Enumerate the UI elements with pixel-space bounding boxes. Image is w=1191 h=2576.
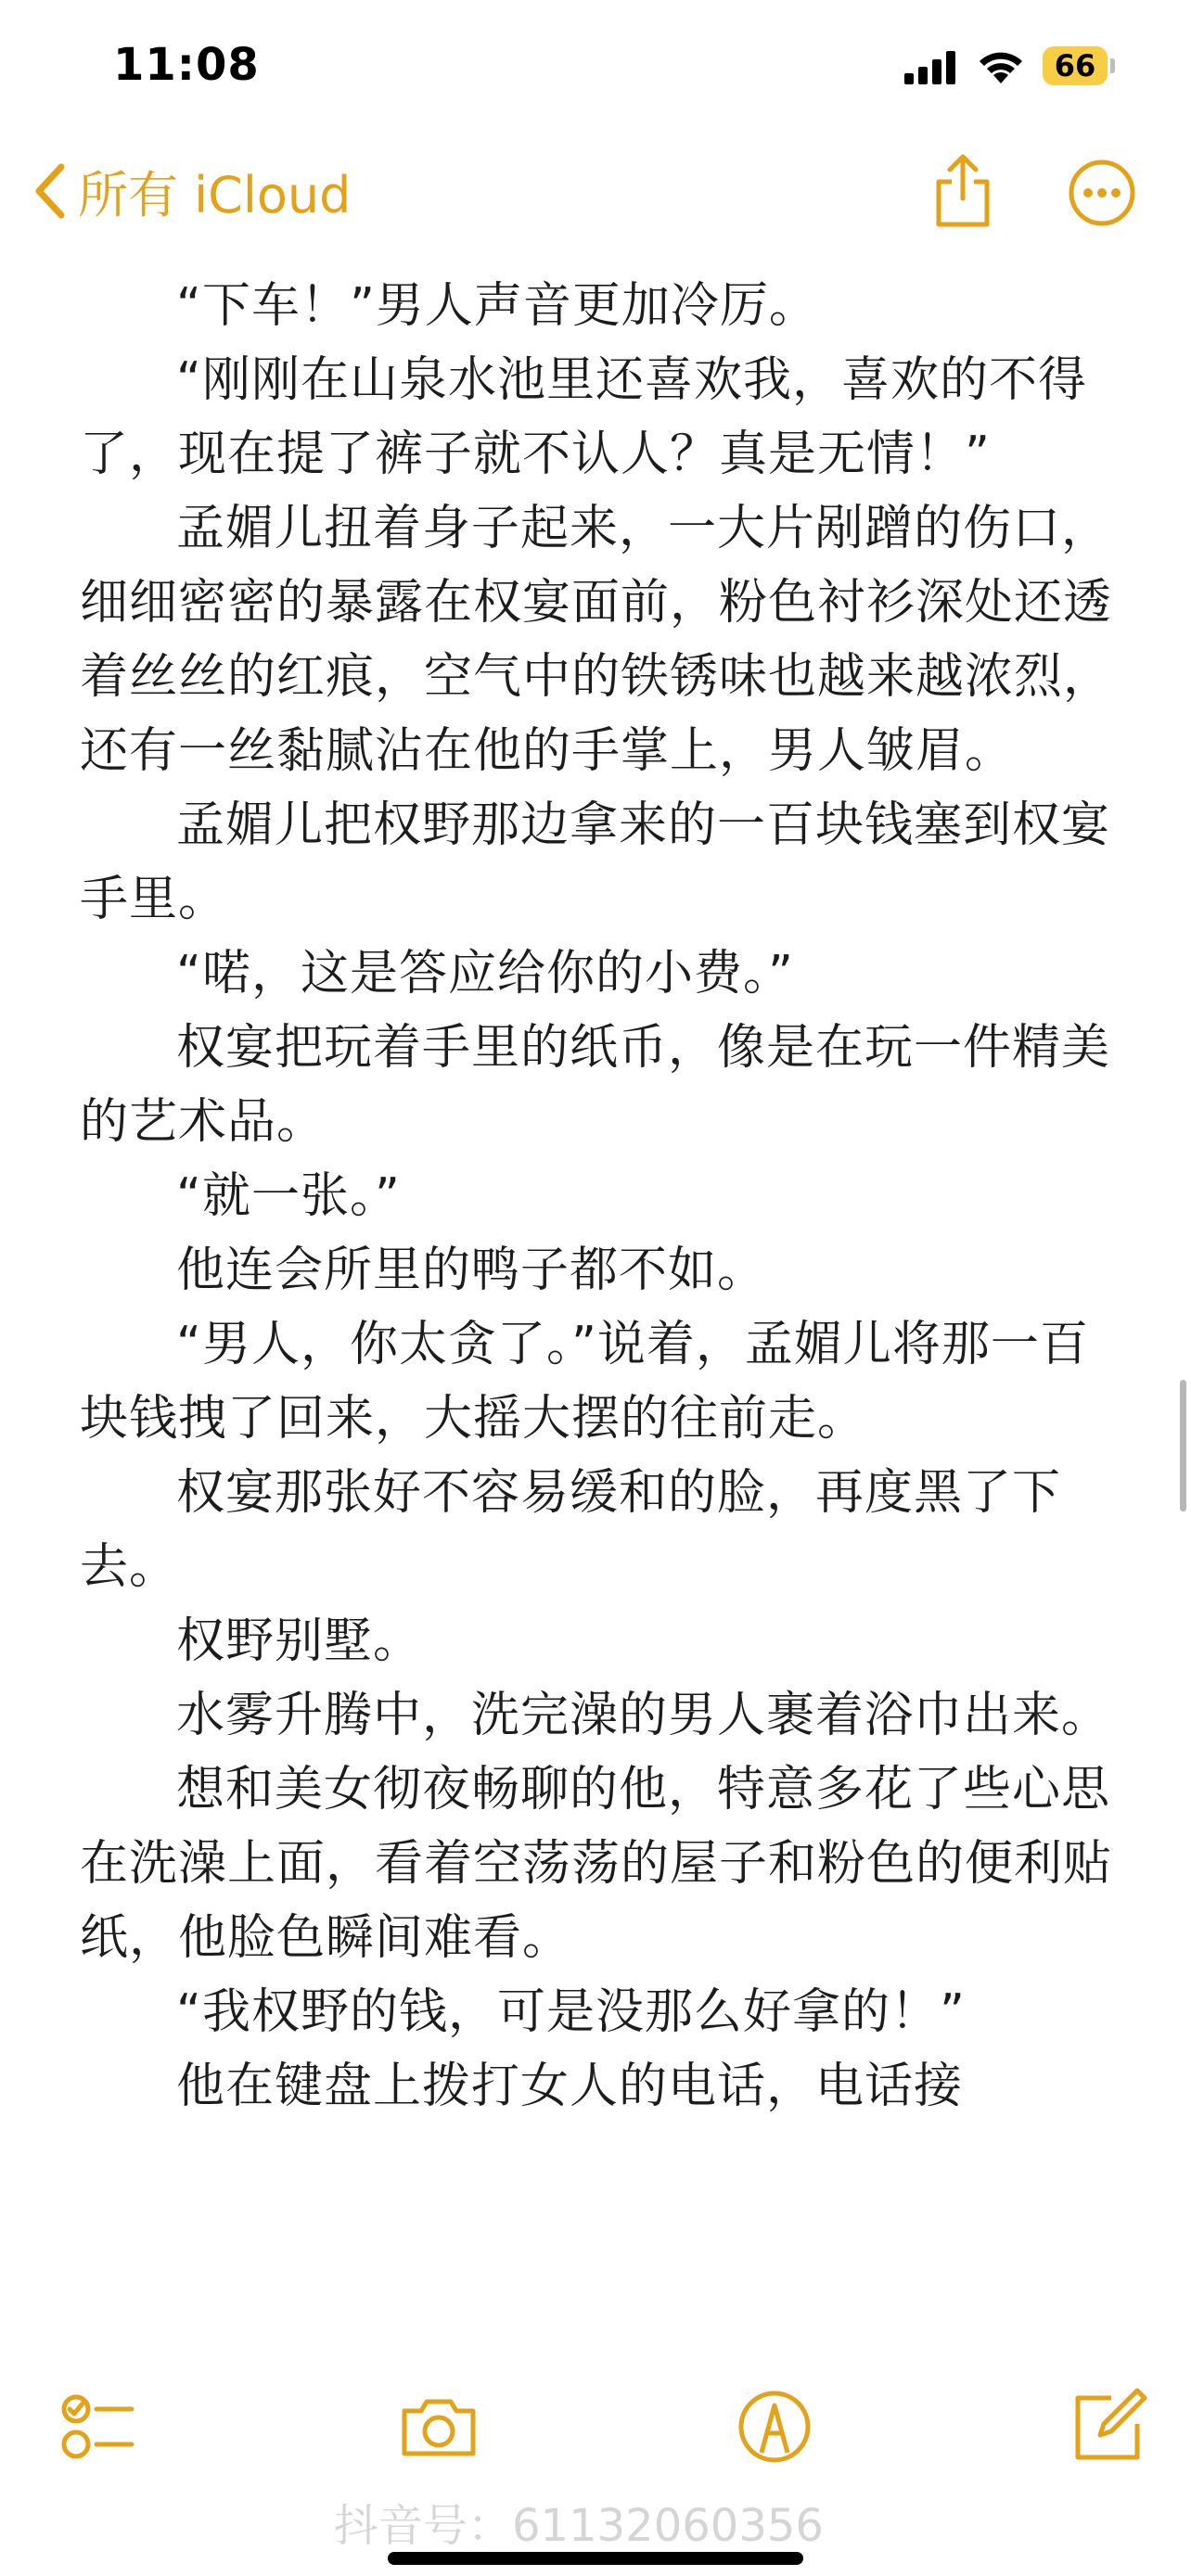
note-paragraph: “男人，你太贪了。”说着，孟媚儿将那一百块钱拽了回来，大摇大摆的往前走。 [80,1317,1089,1447]
battery-level: 66 [1054,48,1096,83]
navigation-bar [0,130,1191,250]
note-paragraph: “就一张。” [176,1168,401,1224]
note-paragraph: 他在键盘上拨打女人的电话，电话接 [176,2059,964,2114]
note-paragraph: “下车！”男人声音更加冷厉。 [176,278,818,334]
note-paragraph: 想和美女彻夜畅聊的他，特意多花了些心思在洗澡上面，看着空荡荡的屋子和粉色的便利贴纸，他脸色瞬间难看。 [80,1762,1113,1966]
note-paragraph: 权宴把玩着手里的纸币，像是在玩一件精美的艺术品。 [80,1020,1111,1150]
note-paragraph: 孟媚儿把权野那边拿来的一百块钱塞到权宴手里。 [80,797,1111,927]
note-paragraph: 权宴那张好不容易缓和的脸，再度黑了下去。 [80,1465,1062,1595]
chevron-left-icon [32,161,69,221]
checklist-icon[interactable] [56,2385,139,2468]
note-paragraph: “我权野的钱，可是没那么好拿的！” [176,1984,966,2040]
share-icon[interactable] [928,152,998,230]
cellular-signal-icon [904,51,956,84]
back-label: 所有 iCloud [78,165,352,224]
bottom-toolbar [0,2374,1191,2485]
scroll-indicator[interactable] [1180,1380,1186,1511]
note-body[interactable] [80,269,1119,2123]
status-time: 11:08 [113,39,260,91]
note-paragraph: 他连会所里的鸭子都不如。 [176,1243,767,1298]
status-bar [0,0,1191,121]
back-button[interactable] [32,156,351,226]
wifi-icon [976,46,1026,85]
watermark: 抖音号：61132060356 [334,2500,824,2552]
battery-icon [1043,46,1115,85]
note-paragraph: 水雾升腾中，洗完澡的男人裹着浴巾出来。 [176,1688,1111,1743]
more-icon[interactable] [1067,158,1137,228]
markup-icon[interactable] [733,2385,816,2468]
camera-icon[interactable] [397,2385,480,2468]
battery-cap [1110,58,1115,73]
compose-icon[interactable] [1067,2385,1150,2468]
note-paragraph: 孟媚儿扭着身子起来，一大片剐蹭的伤口，细细密密的暴露在权宴面前，粉色衬衫深处还透着丝丝的红痕，空气中的铁锈味也越来越浓烈，还有一丝黏腻沾在他的手掌上，男人皱眉。 [80,501,1113,779]
note-paragraph: “刚刚在山泉水池里还喜欢我，喜欢的不得了，现在提了裤子就不认人？真是无情！” [80,352,1087,482]
note-paragraph: 权野别墅。 [176,1613,423,1669]
note-paragraph: “喏，这是答应给你的小费。” [176,946,794,1001]
home-indicator[interactable] [388,2552,803,2565]
